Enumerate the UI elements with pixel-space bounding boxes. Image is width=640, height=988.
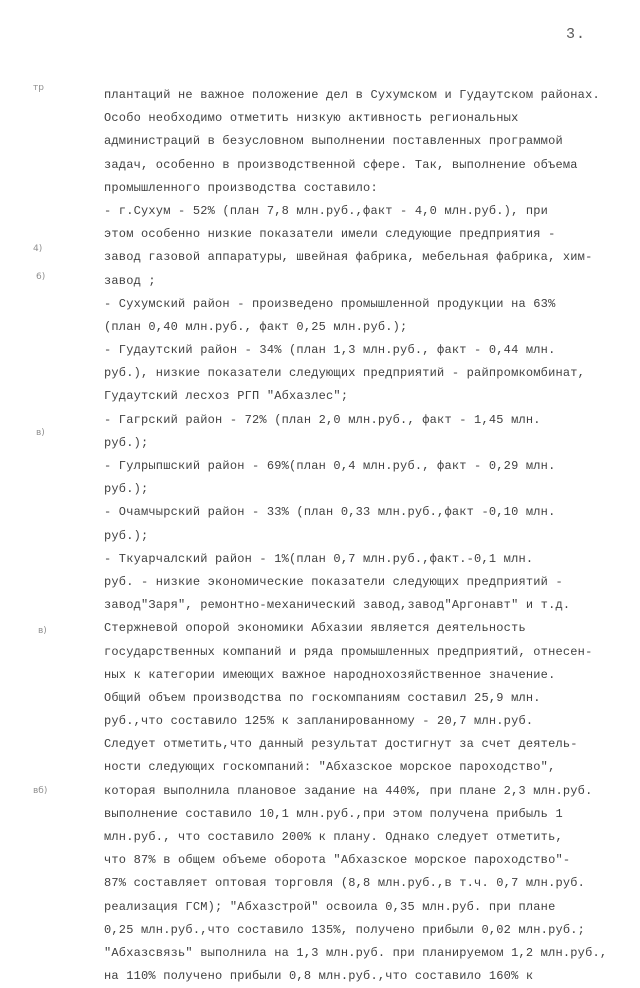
text-line: администраций в безусловном выполнении поставленных программой: [104, 134, 563, 149]
text-line: плантаций не важное положение дел в Сухумском и Гудаутском районах.: [104, 88, 600, 102]
text-line: что 87% в общем объеме оборота "Абхазское морское пароходство"-: [104, 853, 571, 868]
text-line: реализация ГСМ); "Абхазстрой" освоила 0,35 млн.руб. при плане: [104, 899, 556, 914]
text-line: завод ;: [104, 273, 156, 288]
text-line: Стержневой опорой экономики Абхазии является деятельность: [104, 621, 526, 636]
text-line: ности следующих госкомпаний: "Абхазское морское пароходство",: [104, 760, 556, 775]
text-line: "Абхазсвязь" выполнила на 1,3 млн.руб. при планируемом 1,2 млн.руб.,: [104, 945, 608, 960]
text-line: государственных компаний и ряда промышленных предприятий, отнесен-: [104, 644, 593, 659]
text-line: Гудаутский лесхоз РГП "Абхазлес";: [104, 389, 349, 404]
text-line: - Гудаутский район - 34% (план 1,3 млн.руб., факт - 0,44 млн.: [104, 343, 556, 358]
text-line: руб.,что составило 125% к запланированному - 20,7 млн.руб.: [104, 714, 534, 729]
text-line: руб. - низкие экономические показатели следующих предприятий -: [104, 574, 563, 589]
margin-mark: вб): [33, 786, 48, 796]
text-line: млн.руб., что составило 200% к плану. Однако следует отметить,: [104, 830, 563, 844]
margin-mark: 6): [36, 272, 46, 282]
text-line: руб.);: [104, 528, 149, 543]
margin-mark: в): [36, 428, 45, 438]
text-line: ных к категории имеющих важное народнохозяйственное значение.: [104, 667, 556, 682]
text-line: которая выполнила плановое задание на 440%, при плане 2,3 млн.руб.: [104, 783, 593, 798]
margin-mark: в): [38, 626, 47, 636]
text-line: руб.);: [104, 435, 149, 450]
typed-body-text: [104, 84, 626, 988]
text-line: - Очамчырский район - 33% (план 0,33 млн.руб.,факт -0,10 млн.: [104, 505, 556, 520]
text-line: - Гагрский район - 72% (план 2,0 млн.руб., факт - 1,45 млн.: [104, 412, 541, 427]
text-line: Особо необходимо отметить низкую активность региональных: [104, 111, 519, 126]
text-line: промышленного производства составило:: [104, 180, 378, 195]
text-line: Следует отметить,что данный результат достигнут за счет деятель-: [104, 737, 578, 752]
text-line: этом особенно низкие показатели имели следующие предприятия -: [104, 227, 556, 242]
text-line: задач, особенно в производственной сфере. Так, выполнение объема: [104, 157, 578, 172]
text-line: 87% составляет оптовая торговля (8,8 млн.руб.,в т.ч. 0,7 млн.руб.: [104, 876, 586, 891]
text-line: - Ткуарчалский район - 1%(план 0,7 млн.руб.,факт.-0,1 млн.: [104, 551, 534, 566]
margin-mark: тр: [33, 83, 44, 93]
text-line: завод газовой аппаратуры, швейная фабрика, мебельная фабрика, хим-: [104, 250, 593, 265]
page-number: 3.: [566, 26, 587, 43]
text-line: выполнение составило 10,1 млн.руб.,при этом получена прибыль 1: [104, 806, 563, 821]
text-line: 0,25 млн.руб.,что составило 135%, получено прибыли 0,02 млн.руб.;: [104, 922, 586, 937]
text-line: завод"Заря", ремонтно-механический завод,завод"Аргонавт" и т.д.: [104, 598, 571, 613]
text-line: - Сухумский район - произведено промышленной продукции на 63%: [104, 296, 556, 311]
text-line: (план 0,40 млн.руб., факт 0,25 млн.руб.);: [104, 319, 408, 334]
text-line: руб.);: [104, 482, 149, 497]
text-line: Общий объем производства по госкомпаниям составил 25,9 млн.: [104, 690, 541, 705]
text-line: на 110% получено прибыли 0,8 млн.руб.,что составило 160% к: [104, 969, 534, 984]
text-line: - г.Сухум - 52% (план 7,8 млн.руб.,факт - 4,0 млн.руб.), при: [104, 203, 549, 218]
margin-mark: 4): [33, 244, 43, 254]
text-line: - Гулрыпшский район - 69%(план 0,4 млн.руб., факт - 0,29 млн.: [104, 459, 556, 473]
text-line: руб.), низкие показатели следующих предприятий - райпромкомбинат,: [104, 366, 586, 381]
